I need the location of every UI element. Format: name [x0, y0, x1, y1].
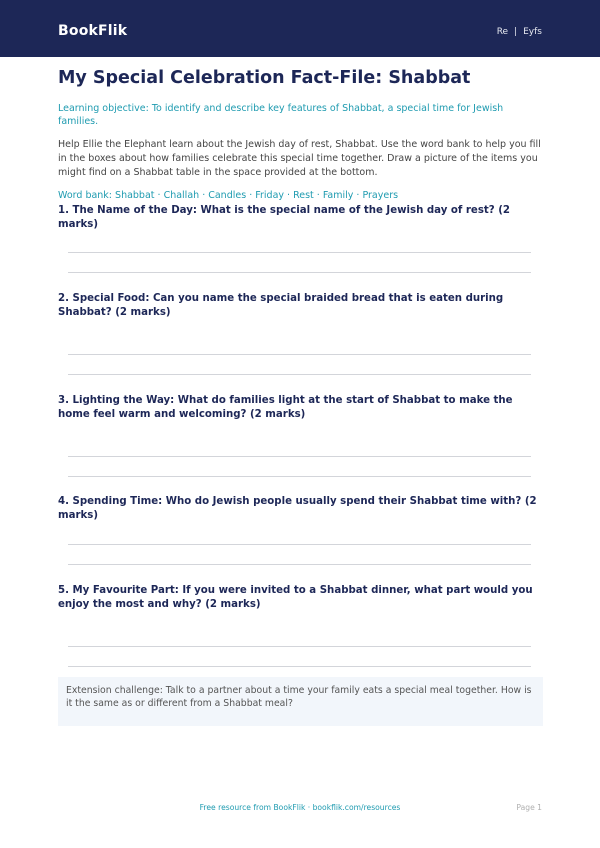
question-4	[58, 495, 543, 523]
extension-challenge: Extension challenge: Talk to a partner about a time your family eats a special meal together. How is it the same as or different from a Shabbat meal?	[58, 677, 543, 726]
answer-line[interactable]	[68, 354, 531, 355]
answer-line[interactable]	[68, 544, 531, 545]
nav-subject[interactable]: Re	[496, 27, 509, 37]
question-5	[58, 584, 543, 612]
question-2	[58, 292, 543, 320]
top-bar	[0, 0, 600, 57]
worksheet-intro	[58, 66, 543, 202]
question-text: 3. Lighting the Way: What do families light at the start of Shabbat to make the home feel warm and welcoming? (2 marks)	[58, 395, 513, 420]
answer-line[interactable]	[68, 666, 531, 667]
brand-logo[interactable]: BookFlik	[58, 23, 128, 39]
intro-text: Help Ellie the Elephant learn about the Jewish day of rest, Shabbat. Use the word bank to help you fill in the boxes about how families celebrate this special time together. Draw a picture of the items you might find on a Shabbat table in the space provided at the bottom.	[58, 139, 541, 178]
question-text: 5. My Favourite Part: If you were invited to a Shabbat dinner, what part would you enjoy the most and why? (2 marks)	[58, 585, 533, 610]
nav-separator: |	[514, 27, 518, 37]
page-title: My Special Celebration Fact-File: Shabbat	[58, 68, 471, 88]
question-text: 1. The Name of the Day: What is the special name of the Jewish day of rest? (2 marks)	[58, 205, 510, 230]
answer-line[interactable]	[68, 374, 531, 375]
answer-line[interactable]	[68, 272, 531, 273]
nav-level[interactable]: Eyfs	[523, 27, 542, 37]
question-text: 2. Special Food: Can you name the special braided bread that is eaten during Shabbat? (2 marks)	[58, 293, 504, 318]
answer-line[interactable]	[68, 646, 531, 647]
question-3	[58, 394, 543, 422]
question-1	[58, 204, 543, 232]
footer-credit[interactable]: Free resource from BookFlik · bookflik.com/resources	[199, 803, 401, 812]
word-bank: Word bank: Shabbat · Challah · Candles · Friday · Rest · Family · Prayers	[58, 190, 399, 201]
answer-line[interactable]	[68, 456, 531, 457]
answer-line[interactable]	[68, 252, 531, 253]
answer-line[interactable]	[68, 476, 531, 477]
answer-line[interactable]	[68, 564, 531, 565]
subject-nav	[497, 27, 542, 37]
question-text: 4. Spending Time: Who do Jewish people usually spend their Shabbat time with? (2 marks)	[58, 496, 537, 521]
learning-objective: Learning objective: To identify and describe key features of Shabbat, a special time for Jewish families.	[58, 103, 504, 127]
page-number: Page 1	[516, 803, 542, 812]
